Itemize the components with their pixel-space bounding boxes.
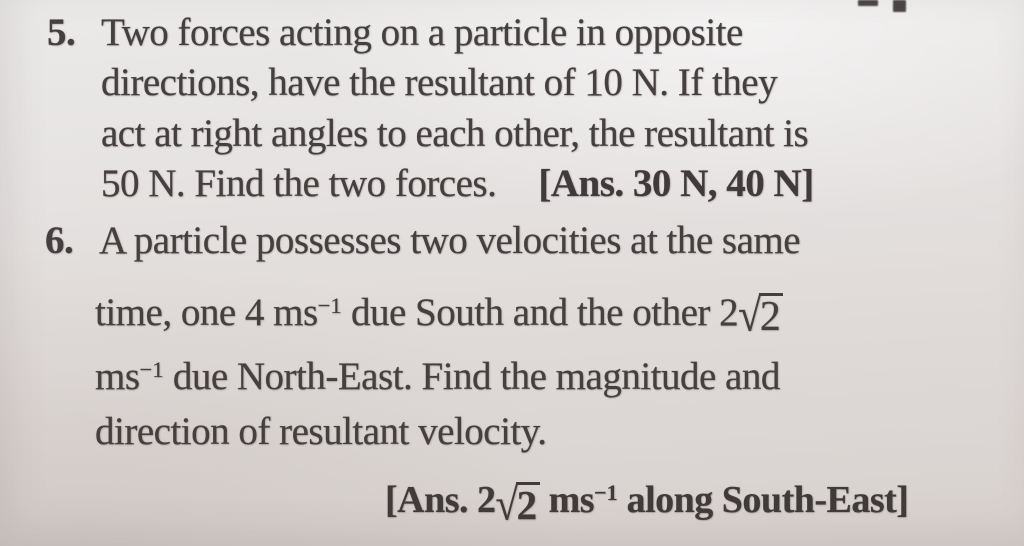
problem-6-line-1: A particle possesses two velocities at the same: [99, 219, 801, 262]
square-root-expression: [496, 480, 540, 528]
cutoff-text-mark: [858, 0, 878, 6]
problem-6-line-3: [95, 354, 780, 399]
answer-prefix: [Ans. 2: [385, 479, 496, 521]
problem-6-number: 6.: [45, 219, 74, 262]
problem-5-line-2: directions, have the resultant of 10 N. If they: [101, 61, 778, 104]
problem-5-line-1: Two forces acting on a particle in opposite: [101, 11, 743, 54]
problem-5-answer: [Ans. 30 N, 40 N]: [538, 162, 814, 205]
radical-sign: √: [738, 289, 761, 342]
answer-direction: along South-East]: [617, 479, 909, 521]
problem-6-line-2-mid: due South and the other 2: [341, 291, 739, 334]
problem-5-line-3: act at right angles to each other, the resultant is: [101, 112, 809, 155]
cutoff-text-mark: [893, 0, 906, 12]
exponent: −1: [317, 292, 342, 318]
problem-5-line-4: [101, 161, 814, 206]
problem-6-line-2: [95, 287, 783, 342]
exponent: −1: [594, 479, 618, 505]
problem-5-line-4-text: 50 N. Find the two forces.: [101, 162, 497, 205]
problem-6-answer: [385, 474, 909, 530]
problem-6-line-3-text: ms: [95, 355, 140, 398]
problem-5-number: 5.: [47, 11, 76, 54]
radicand: 2: [759, 293, 784, 338]
problem-6-line-4: direction of resultant velocity.: [95, 410, 547, 453]
problem-6-line-3-rest: due North-East. Find the magnitude and: [163, 355, 780, 398]
problem-6-line-2-text: time, one 4 ms: [95, 291, 318, 334]
answer-units: ms: [539, 479, 595, 521]
radical-sign: √: [495, 478, 518, 530]
exponent: −1: [139, 356, 164, 382]
square-root-expression: [738, 291, 783, 340]
radicand: 2: [516, 482, 540, 526]
